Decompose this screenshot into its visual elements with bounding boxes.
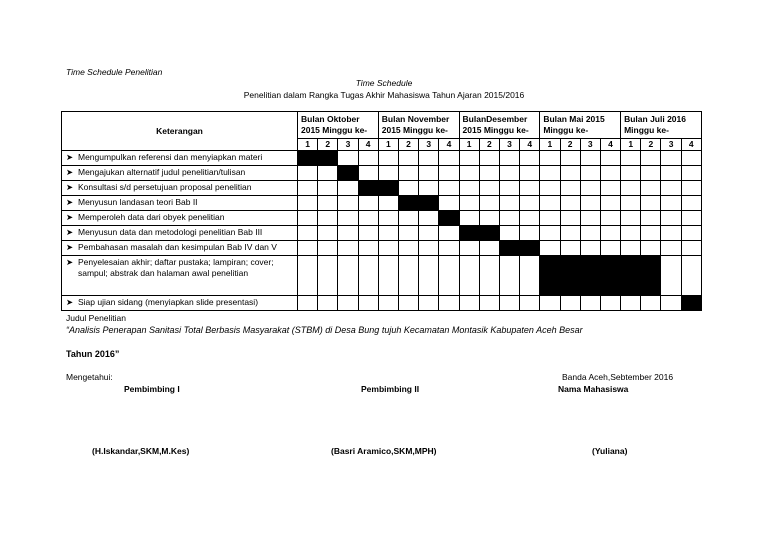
schedule-cell	[600, 241, 620, 256]
schedule-cell	[459, 196, 479, 211]
week-number: 4	[358, 139, 378, 151]
mengetahui-label: Mengetahui:	[66, 372, 113, 382]
schedule-cell	[661, 296, 681, 311]
schedule-table	[61, 111, 702, 311]
schedule-cell	[398, 296, 418, 311]
table-row	[62, 241, 702, 256]
schedule-cell	[499, 296, 519, 311]
schedule-cell	[621, 296, 641, 311]
schedule-cell	[419, 296, 439, 311]
schedule-cell-filled	[479, 226, 499, 241]
mahasiswa-name: (Yuliana)	[592, 446, 628, 456]
schedule-cell	[560, 226, 580, 241]
schedule-cell	[560, 241, 580, 256]
schedule-cell	[419, 226, 439, 241]
schedule-cell	[398, 211, 418, 226]
schedule-cell	[378, 196, 398, 211]
schedule-cell	[661, 241, 681, 256]
bullet-arrow-icon: ➤	[66, 212, 74, 222]
schedule-cell	[378, 211, 398, 226]
activity-cell	[62, 181, 298, 196]
bullet-arrow-icon: ➤	[66, 242, 74, 252]
schedule-cell-filled	[600, 256, 620, 296]
schedule-cell	[681, 151, 701, 166]
table-title: Time Schedule	[355, 78, 413, 88]
week-number: 3	[499, 139, 519, 151]
schedule-cell	[358, 296, 378, 311]
schedule-cell-filled	[459, 226, 479, 241]
schedule-cell	[318, 226, 338, 241]
schedule-cell	[540, 296, 560, 311]
schedule-cell	[661, 166, 681, 181]
schedule-cell	[459, 296, 479, 311]
schedule-cell	[540, 211, 560, 226]
bullet-arrow-icon: ➤	[66, 227, 74, 237]
schedule-cell	[600, 181, 620, 196]
schedule-cell	[621, 196, 641, 211]
schedule-cell	[540, 151, 560, 166]
schedule-cell	[499, 256, 519, 296]
schedule-cell-filled	[378, 181, 398, 196]
bullet-arrow-icon: ➤	[66, 182, 74, 192]
schedule-cell	[479, 296, 499, 311]
schedule-cell	[621, 211, 641, 226]
schedule-cell	[600, 296, 620, 311]
keterangan-header: Keterangan	[62, 112, 298, 151]
table-row	[62, 196, 702, 211]
schedule-cell-filled	[621, 256, 641, 296]
schedule-cell	[580, 196, 600, 211]
pembimbing2-name: (Basri Aramico,SKM,MPH)	[331, 446, 437, 456]
schedule-cell	[580, 181, 600, 196]
schedule-cell	[600, 166, 620, 181]
bullet-arrow-icon: ➤	[66, 152, 74, 162]
activity-cell	[62, 296, 298, 311]
schedule-cell	[580, 211, 600, 226]
schedule-cell	[479, 196, 499, 211]
schedule-cell	[661, 226, 681, 241]
schedule-cell	[439, 196, 459, 211]
schedule-cell	[378, 166, 398, 181]
schedule-cell	[318, 296, 338, 311]
section-title: Time Schedule Penelitian	[66, 67, 163, 77]
activity-label: Mengumpulkan referensi dan menyiapkan materi	[78, 152, 263, 162]
schedule-cell	[520, 166, 540, 181]
schedule-cell	[580, 296, 600, 311]
schedule-cell	[318, 166, 338, 181]
place-date: Banda Aceh,Sebtember 2016	[562, 372, 674, 382]
schedule-cell-filled	[580, 256, 600, 296]
schedule-cell	[600, 151, 620, 166]
schedule-cell	[681, 241, 701, 256]
week-number: 1	[540, 139, 560, 151]
schedule-cell	[358, 241, 378, 256]
month-header: Bulan November 2015 Minggu ke-	[378, 112, 459, 139]
schedule-cell	[459, 151, 479, 166]
schedule-cell	[641, 166, 661, 181]
schedule-cell	[398, 226, 418, 241]
table-row	[62, 296, 702, 311]
bullet-arrow-icon: ➤	[66, 167, 74, 177]
schedule-cell	[560, 296, 580, 311]
week-number: 1	[378, 139, 398, 151]
schedule-cell	[298, 226, 318, 241]
schedule-cell	[378, 151, 398, 166]
schedule-cell	[419, 151, 439, 166]
schedule-cell	[621, 151, 641, 166]
activity-cell	[62, 151, 298, 166]
table-row	[62, 226, 702, 241]
table-row	[62, 256, 702, 296]
schedule-cell	[439, 256, 459, 296]
week-number: 4	[439, 139, 459, 151]
activity-cell	[62, 211, 298, 226]
schedule-cell	[520, 226, 540, 241]
pembimbing1-title: Pembimbing I	[124, 384, 180, 394]
schedule-cell	[499, 196, 519, 211]
schedule-cell-filled	[298, 151, 318, 166]
schedule-cell	[499, 166, 519, 181]
activity-label: Memperoleh data dari obyek penelitian	[78, 212, 225, 222]
schedule-cell	[338, 226, 358, 241]
schedule-cell	[338, 211, 358, 226]
schedule-cell-filled	[540, 256, 560, 296]
schedule-cell	[580, 166, 600, 181]
schedule-cell	[439, 241, 459, 256]
schedule-cell	[419, 241, 439, 256]
week-number: 3	[419, 139, 439, 151]
activity-cell	[62, 226, 298, 241]
schedule-cell	[479, 256, 499, 296]
schedule-cell-filled	[439, 211, 459, 226]
schedule-cell	[338, 196, 358, 211]
schedule-cell	[479, 166, 499, 181]
judul-line2: Tahun 2016”	[66, 349, 120, 359]
table-row	[62, 151, 702, 166]
schedule-cell	[378, 296, 398, 311]
activity-cell	[62, 241, 298, 256]
table-row	[62, 211, 702, 226]
schedule-cell-filled	[398, 196, 418, 211]
week-number: 1	[621, 139, 641, 151]
schedule-cell	[499, 226, 519, 241]
week-number: 2	[641, 139, 661, 151]
pembimbing1-name: (H.Iskandar,SKM,M.Kes)	[92, 446, 190, 456]
schedule-cell	[641, 151, 661, 166]
week-number: 4	[600, 139, 620, 151]
judul-line1: “Analisis Penerapan Sanitasi Total Berbasis Masyarakat (STBM) di Desa Bung tujuh Kecamatan Montasik Kabupaten Aceh Besar	[66, 325, 583, 335]
schedule-cell	[338, 181, 358, 196]
schedule-cell	[439, 151, 459, 166]
table-row	[62, 181, 702, 196]
schedule-cell	[540, 166, 560, 181]
month-header: BulanDesember 2015 Minggu ke-	[459, 112, 540, 139]
activity-label: Siap ujian sidang (menyiapkan slide presentasi)	[78, 297, 259, 307]
schedule-cell	[600, 226, 620, 241]
week-number: 3	[338, 139, 358, 151]
schedule-cell	[661, 211, 681, 226]
month-header: Bulan Mai 2015 Minggu ke-	[540, 112, 621, 139]
schedule-cell	[419, 256, 439, 296]
schedule-cell	[338, 256, 358, 296]
schedule-cell	[318, 181, 338, 196]
schedule-cell	[358, 211, 378, 226]
month-header: Bulan Juli 2016 Minggu ke-	[621, 112, 702, 139]
week-number: 2	[398, 139, 418, 151]
schedule-cell-filled	[499, 241, 519, 256]
schedule-cell	[358, 256, 378, 296]
schedule-cell	[439, 296, 459, 311]
schedule-cell	[520, 151, 540, 166]
schedule-cell	[358, 196, 378, 211]
schedule-cell	[378, 226, 398, 241]
schedule-cell	[560, 151, 580, 166]
schedule-cell	[621, 166, 641, 181]
week-number: 1	[298, 139, 318, 151]
schedule-cell	[681, 211, 701, 226]
schedule-cell	[580, 226, 600, 241]
activity-label: Penyelesaian akhir; daftar pustaka; lampiran; cover; sampul; abstrak dan halaman awal penelitian	[78, 257, 274, 278]
schedule-cell	[298, 196, 318, 211]
schedule-cell-filled	[338, 166, 358, 181]
schedule-cell	[459, 211, 479, 226]
week-number: 4	[681, 139, 701, 151]
schedule-cell	[641, 196, 661, 211]
schedule-cell	[439, 226, 459, 241]
week-number: 3	[580, 139, 600, 151]
schedule-cell	[439, 166, 459, 181]
schedule-cell	[499, 151, 519, 166]
schedule-cell	[358, 226, 378, 241]
week-number: 2	[479, 139, 499, 151]
schedule-cell	[298, 211, 318, 226]
schedule-cell	[540, 196, 560, 211]
schedule-cell	[459, 166, 479, 181]
activity-label: Konsultasi s/d persetujuan proposal penelitian	[78, 182, 252, 192]
schedule-cell	[419, 211, 439, 226]
schedule-cell	[641, 226, 661, 241]
schedule-cell	[298, 241, 318, 256]
schedule-cell-filled	[681, 296, 701, 311]
table-subtitle: Penelitian dalam Rangka Tugas Akhir Mahasiswa Tahun Ajaran 2015/2016	[243, 90, 525, 100]
schedule-cell-filled	[358, 181, 378, 196]
schedule-cell	[540, 181, 560, 196]
schedule-cell	[520, 296, 540, 311]
schedule-cell	[298, 296, 318, 311]
pembimbing2-title: Pembimbing II	[361, 384, 420, 394]
schedule-cell	[459, 256, 479, 296]
schedule-cell	[621, 226, 641, 241]
schedule-cell	[499, 211, 519, 226]
week-number: 4	[520, 139, 540, 151]
schedule-cell	[398, 241, 418, 256]
schedule-cell	[378, 256, 398, 296]
schedule-cell-filled	[641, 256, 661, 296]
schedule-cell	[520, 211, 540, 226]
schedule-cell	[641, 241, 661, 256]
schedule-cell	[358, 151, 378, 166]
schedule-cell	[621, 181, 641, 196]
table-row	[62, 166, 702, 181]
schedule-cell	[378, 241, 398, 256]
month-header: Bulan Oktober 2015 Minggu ke-	[298, 112, 379, 139]
schedule-cell	[298, 256, 318, 296]
schedule-cell	[681, 166, 701, 181]
schedule-cell	[520, 196, 540, 211]
schedule-cell	[560, 181, 580, 196]
schedule-cell	[661, 196, 681, 211]
schedule-cell	[398, 151, 418, 166]
schedule-cell	[600, 196, 620, 211]
schedule-cell	[318, 256, 338, 296]
schedule-cell	[398, 166, 418, 181]
schedule-cell	[479, 151, 499, 166]
week-number: 1	[459, 139, 479, 151]
schedule-cell	[681, 256, 701, 296]
schedule-cell	[318, 241, 338, 256]
schedule-cell	[358, 166, 378, 181]
activity-cell	[62, 196, 298, 211]
schedule-cell	[338, 296, 358, 311]
schedule-cell	[419, 181, 439, 196]
schedule-cell	[298, 181, 318, 196]
schedule-cell	[681, 196, 701, 211]
activity-label: Mengajukan alternatif judul penelitian/tulisan	[78, 167, 246, 177]
schedule-cell	[479, 181, 499, 196]
schedule-cell-filled	[560, 256, 580, 296]
schedule-cell	[419, 166, 439, 181]
schedule-cell	[560, 211, 580, 226]
schedule-cell-filled	[419, 196, 439, 211]
schedule-cell	[600, 211, 620, 226]
week-number: 2	[318, 139, 338, 151]
judul-label: Judul Penelitian	[66, 313, 127, 323]
schedule-cell-filled	[318, 151, 338, 166]
activity-label: Menyusun data dan metodologi penelitian Bab III	[78, 227, 263, 237]
schedule-cell	[459, 241, 479, 256]
schedule-cell	[560, 196, 580, 211]
schedule-cell	[499, 181, 519, 196]
schedule-cell	[318, 196, 338, 211]
schedule-cell	[580, 241, 600, 256]
schedule-cell	[520, 256, 540, 296]
schedule-cell	[338, 151, 358, 166]
activity-cell	[62, 166, 298, 181]
schedule-cell	[641, 211, 661, 226]
mahasiswa-title: Nama Mahasiswa	[558, 384, 629, 394]
bullet-arrow-icon: ➤	[66, 257, 74, 267]
schedule-cell	[641, 181, 661, 196]
schedule-cell	[661, 181, 681, 196]
activity-label: Menyusun landasan teori Bab II	[78, 197, 198, 207]
schedule-cell	[439, 181, 459, 196]
schedule-cell	[520, 181, 540, 196]
schedule-cell	[298, 166, 318, 181]
schedule-cell	[560, 166, 580, 181]
activity-label: Pembahasan masalah dan kesimpulan Bab IV dan V	[78, 242, 277, 252]
schedule-cell	[621, 241, 641, 256]
schedule-cell	[681, 181, 701, 196]
schedule-cell	[661, 256, 681, 296]
schedule-cell	[661, 151, 681, 166]
schedule-cell	[681, 226, 701, 241]
week-number: 3	[661, 139, 681, 151]
week-number: 2	[560, 139, 580, 151]
schedule-cell	[479, 211, 499, 226]
activity-cell	[62, 256, 298, 296]
schedule-cell	[398, 256, 418, 296]
schedule-cell	[338, 241, 358, 256]
schedule-cell	[459, 181, 479, 196]
schedule-cell	[398, 181, 418, 196]
schedule-cell-filled	[520, 241, 540, 256]
schedule-cell	[318, 211, 338, 226]
bullet-arrow-icon: ➤	[66, 297, 74, 307]
bullet-arrow-icon: ➤	[66, 197, 74, 207]
schedule-cell	[580, 151, 600, 166]
schedule-cell	[479, 241, 499, 256]
schedule-cell	[540, 226, 560, 241]
schedule-cell	[641, 296, 661, 311]
schedule-cell	[540, 241, 560, 256]
